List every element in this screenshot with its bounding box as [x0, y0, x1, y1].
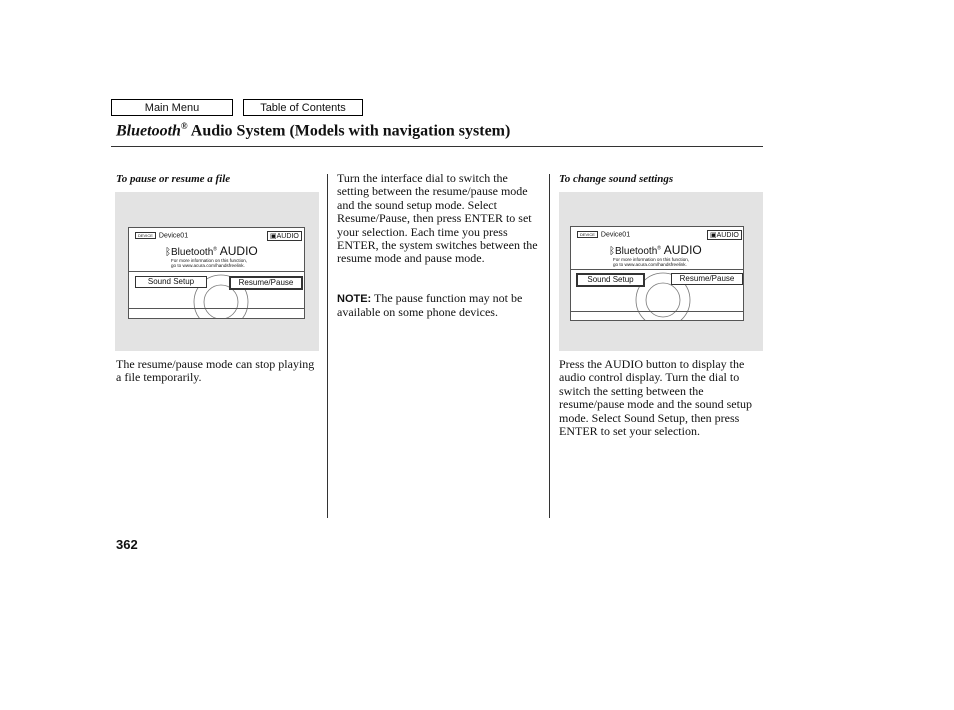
bt-registered-mark: ® — [657, 245, 661, 252]
device-name: Device01 — [600, 231, 631, 239]
note-label: NOTE: — [337, 293, 372, 305]
bt-label: Bluetooth — [171, 247, 214, 258]
page-title — [116, 121, 510, 140]
sound-setup-tab[interactable]: Sound Setup — [576, 273, 645, 287]
bt-audio: AUDIO — [663, 243, 702, 257]
note — [337, 292, 542, 320]
left-body: The resume/pause mode can stop playing a file temporarily. — [116, 357, 315, 385]
audio-indicator-icon: ▣ — [270, 233, 277, 240]
bt-title — [609, 243, 702, 257]
device-row — [135, 232, 188, 239]
bt-registered-mark: ® — [213, 246, 217, 253]
display-screen — [128, 227, 305, 319]
title-rule — [111, 146, 763, 147]
audio-tag — [267, 231, 302, 241]
info-text — [613, 257, 689, 268]
title-rest: Audio System (Models with navigation system) — [187, 122, 511, 140]
resume-pause-tab[interactable]: Resume/Pause — [671, 273, 743, 285]
audio-tag-label: AUDIO — [716, 232, 739, 239]
right-screen-figure — [559, 192, 763, 351]
title-italic: Bluetooth — [116, 122, 181, 140]
column-divider-2 — [549, 174, 550, 518]
bt-title — [165, 244, 258, 258]
middle-body: Turn the interface dial to switch the setting between the resume/pause mode and the sound setup mode. Select Resume/Pause, then press ENTER to set your selection. Each time you press ENTER, the system switches between the resume mode and pause mode. — [337, 171, 538, 266]
table-of-contents-button[interactable]: Table of Contents — [243, 99, 363, 116]
right-body: Press the AUDIO button to display the audio control display. Turn the dial to switch the setting between the resume/pause mode and the sound setup mode. Select Sound Setup, then press ENTER to set your selection. — [559, 357, 752, 439]
bt-label: Bluetooth — [615, 246, 658, 257]
device-row — [577, 231, 630, 238]
page-number: 362 — [116, 537, 138, 552]
audio-tag — [707, 230, 742, 240]
audio-tag-label: AUDIO — [276, 233, 299, 240]
bluetooth-icon: ᛒ — [165, 247, 171, 258]
info-line-1: For more information on this function, — [171, 258, 248, 263]
device-tag: DEVICE — [577, 231, 598, 238]
bt-audio: AUDIO — [219, 244, 258, 258]
display-screen — [570, 226, 744, 321]
left-screen-figure — [115, 192, 319, 351]
note-text: The pause function may not be available on some phone devices. — [337, 291, 523, 320]
info-line-2: go to www.acura.com/handsfreelink. — [613, 262, 687, 268]
info-text — [171, 258, 247, 269]
registered-mark: ® — [180, 121, 188, 131]
device-name: Device01 — [158, 232, 189, 240]
device-tag: DEVICE — [135, 232, 156, 239]
sound-setup-tab[interactable]: Sound Setup — [135, 276, 207, 288]
resume-pause-tab[interactable]: Resume/Pause — [229, 276, 303, 290]
audio-indicator-icon: ▣ — [710, 232, 717, 239]
bluetooth-icon: ᛒ — [609, 246, 615, 257]
screen-divider-bottom — [129, 308, 304, 309]
main-menu-button[interactable]: Main Menu — [111, 99, 233, 116]
column-divider-1 — [327, 174, 328, 518]
right-subhead: To change sound settings — [559, 173, 674, 185]
info-line-2: go to www.acura.com/handsfreelink. — [171, 263, 245, 269]
screen-divider-bottom — [571, 311, 743, 312]
info-line-1: For more information on this function, — [613, 257, 690, 262]
left-subhead: To pause or resume a file — [116, 173, 231, 185]
